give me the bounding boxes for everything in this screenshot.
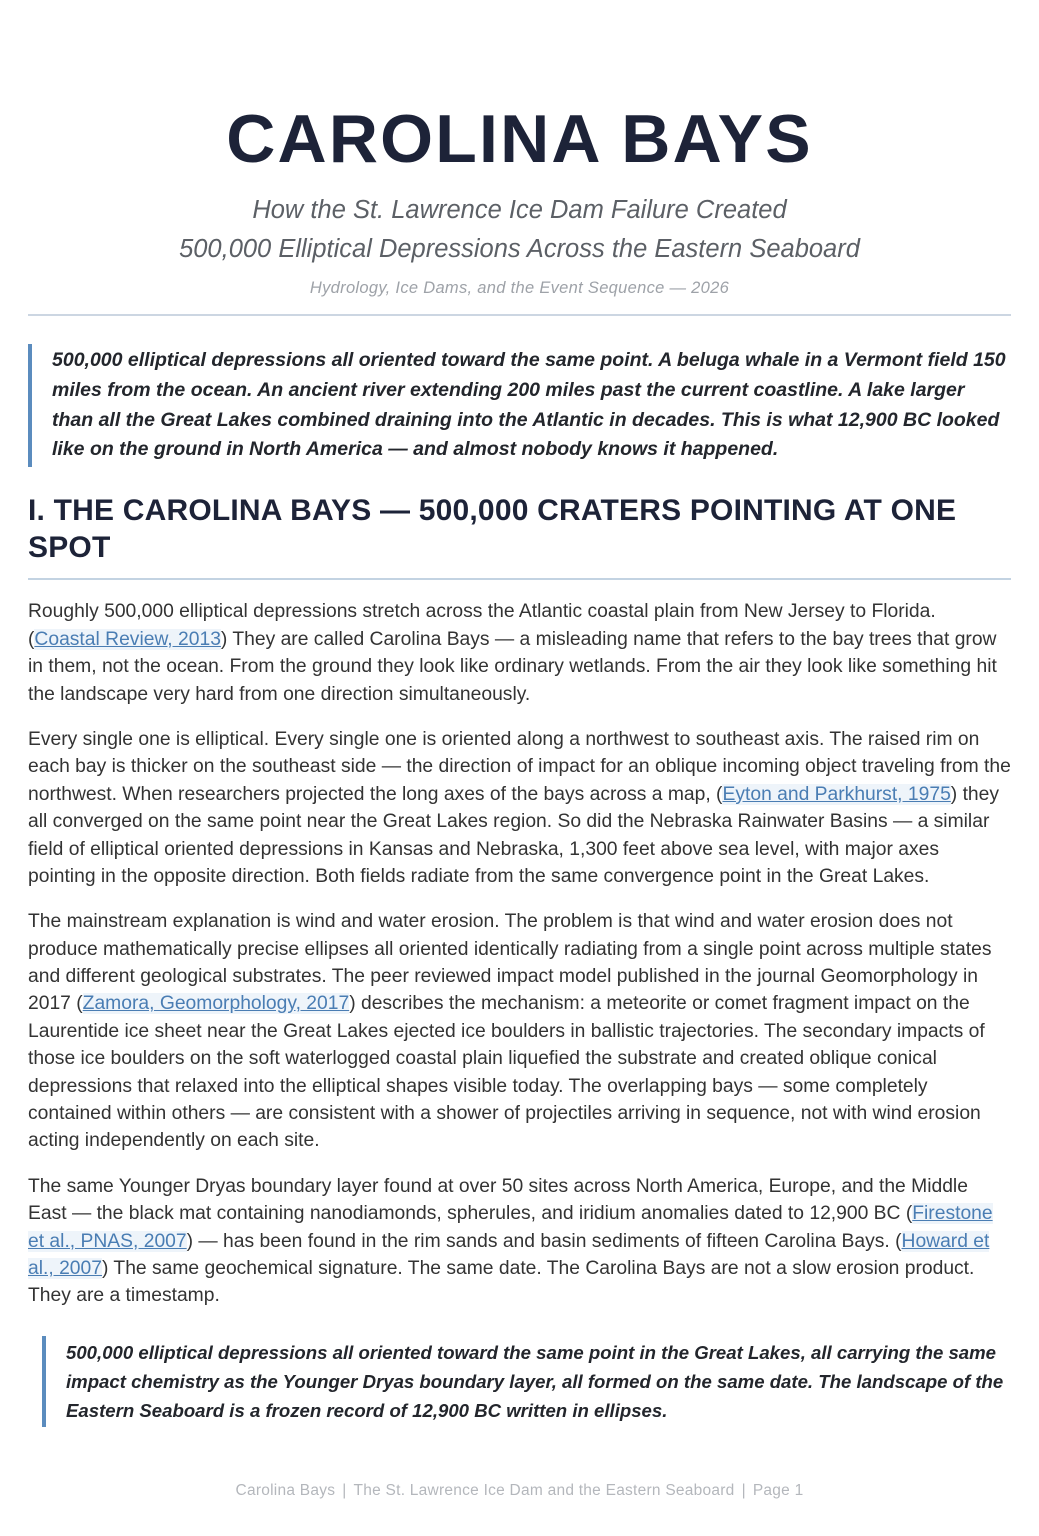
reference-link-coastal-review[interactable]: Coastal Review, 2013 bbox=[34, 628, 221, 650]
paragraph-3-text-a: The mainstream explanation is wind and water erosion. The problem is that wind and water erosion does not produce mathematically precise ellipses all oriented identically radiating from a single point across multiple states and different geological substrates. The peer reviewed impact model published in the journal Geomorphology in 2017 ( bbox=[28, 911, 992, 1015]
reference-link-firestone[interactable]: Firestone et al., PNAS, 2007 bbox=[28, 1203, 993, 1252]
section-heading-divider bbox=[28, 578, 1011, 580]
header-divider bbox=[28, 314, 1011, 316]
paragraph-2-text-a: Every single one is elliptical. Every single one is oriented along a northwest to southeast axis. The raised rim on each bay is thicker on the southeast side — the direction of impact for an oblique incoming object traveling from the northwest. When researchers projected the long axes of the bays across a map, ( bbox=[28, 728, 1011, 805]
paragraph-2-text-b: ) they all converged on the same point near the Great Lakes region. So did the Nebraska Rainwater Basins — a similar field of elliptical oriented depressions in Kansas and Nebraska, 1,300 feet above sea level, with major axes pointing in the opposite direction. Both fields radiate from the same convergence point in the Great Lakes. bbox=[28, 783, 1000, 887]
paragraph-4-text-b: ) — has been found in the rim sands and basin sediments of fifteen Carolina Bays. ( bbox=[186, 1230, 902, 1252]
document-tagline: Hydrology, Ice Dams, and the Event Sequence — 2026 bbox=[309, 278, 730, 297]
document-subtitle-line-2: 500,000 Elliptical Depressions Across the Eastern Seaboard bbox=[179, 235, 860, 264]
reference-link-eyton-parkhurst[interactable]: Eyton and Parkhurst, 1975 bbox=[722, 783, 951, 805]
paragraph-1-text-a: Roughly 500,000 elliptical depressions stretch across the Atlantic coastal plain from New Jersey to Florida. ( bbox=[28, 601, 936, 650]
document-body bbox=[0, 344, 1039, 1427]
paragraph-4-text-a: The same Younger Dryas boundary layer found at over 50 sites across North America, Europe, and the Middle East — the black mat containing nanodiamonds, spherules, and iridium anomalies dated to 12,900 BC ( bbox=[28, 1175, 968, 1225]
paragraph-4-text-c: ) The same geochemical signature. The same date. The Carolina Bays are not a slow erosion product. They are a timestamp. bbox=[28, 1257, 975, 1307]
paragraph-4 bbox=[28, 1173, 1011, 1310]
reference-link-howard[interactable]: Howard et al., 2007 bbox=[28, 1230, 990, 1279]
document-header bbox=[0, 0, 1039, 316]
section-heading: I. THE CAROLINA BAYS — 500,000 CRATERS POINTING AT ONE SPOT bbox=[28, 494, 957, 564]
paragraph-3-text-b: ) describes the mechanism: a meteorite or comet fragment impact on the Laurentide ice sheet near the Great Lakes ejected ice boulders in ballistic trajectories. The secondary impacts of those ice boulders on the soft waterlogged coastal plain liquefied the substrate and created oblique conical depressions that relaxed into the elliptical shapes visible today. The overlapping bays — some completely contained within others — are consistent with a shower of projectiles arriving in sequence, not with wind erosion acting independently on each site. bbox=[28, 993, 985, 1152]
page-title: CAROLINA BAYS bbox=[226, 101, 813, 177]
paragraph-1-text-b: ) They are called Carolina Bays — a misleading name that refers to the bay trees that grow in them, not the ocean. From the ground they look like ordinary wetlands. From the air they look like something hit the landscape very hard from one direction simultaneously. bbox=[28, 628, 997, 705]
footer-page-number: Page 1 bbox=[752, 1482, 804, 1499]
paragraph-3 bbox=[28, 908, 1011, 1155]
page-footer bbox=[0, 1482, 1039, 1500]
paragraph-1 bbox=[28, 598, 1011, 708]
footer-doc-name: Carolina Bays bbox=[235, 1482, 336, 1499]
closing-pullquote: 500,000 elliptical depressions all oriented toward the same point in the Great Lakes, all carrying the same impact chemistry as the Younger Dryas boundary layer, all formed on the same date. The landscape of the Eastern Seaboard is a frozen record of 12,900 BC written in ellipses. bbox=[42, 1336, 1011, 1427]
footer-separator-1: | bbox=[342, 1482, 347, 1499]
footer-separator-2: | bbox=[741, 1482, 746, 1499]
reference-link-zamora[interactable]: Zamora, Geomorphology, 2017 bbox=[82, 993, 350, 1015]
paragraph-2 bbox=[28, 726, 1011, 890]
lead-pullquote: 500,000 elliptical depressions all oriented toward the same point. A beluga whale in a Vermont field 150 miles from the ocean. An ancient river extending 200 miles past the current coastline. A lake larger than all the Great Lakes combined draining into the Atlantic in decades. This is what 12,900 BC looked like on the ground in North America — and almost nobody knows it happened. bbox=[28, 344, 1011, 467]
document-subtitle bbox=[90, 191, 950, 269]
footer-doc-subject: The St. Lawrence Ice Dam and the Eastern Seaboard bbox=[353, 1482, 735, 1499]
document-subtitle-line-1: How the St. Lawrence Ice Dam Failure Created bbox=[252, 196, 787, 225]
